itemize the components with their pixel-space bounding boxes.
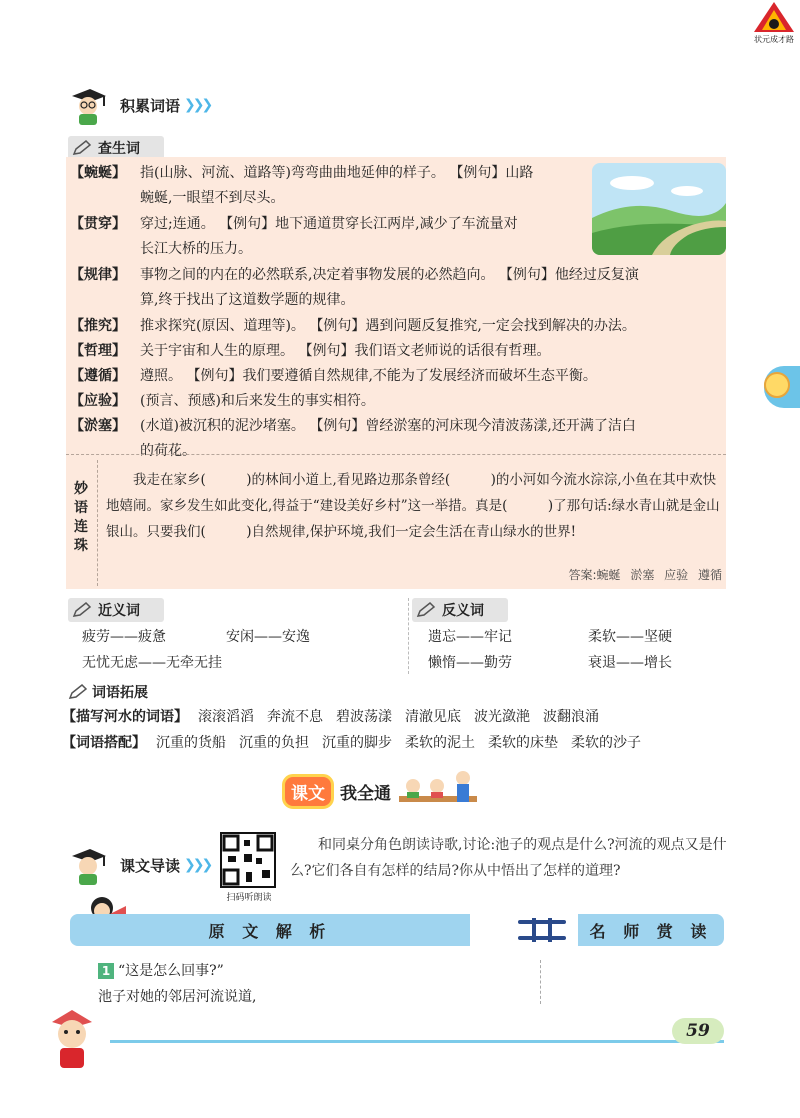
miaoyu-label: 妙语连珠 bbox=[74, 481, 88, 554]
antonym-pair: 遗忘——牢记 bbox=[428, 629, 512, 645]
brand-logo bbox=[748, 0, 800, 46]
expansion-item: 柔软的沙子 bbox=[571, 735, 641, 751]
expansion-tag: 【词语搭配】 bbox=[62, 735, 146, 751]
answer-line: 答案:蜿蜒 淤塞 应验 遵循 bbox=[568, 568, 722, 582]
scholar-mascot-icon bbox=[66, 844, 108, 886]
qr-code[interactable] bbox=[220, 832, 276, 888]
antonym-pair: 衰退——增长 bbox=[588, 655, 672, 671]
vocab-def-line: (水道)被沉积的泥沙堵塞。 【例句】曾经淤塞的河床现今清波荡漾,还开满了洁白 bbox=[140, 418, 636, 434]
analysis-line-text: “这是怎么回事?” bbox=[118, 963, 224, 979]
pencil-icon bbox=[416, 602, 436, 618]
vocab-section-header bbox=[66, 84, 210, 126]
footer-rule bbox=[110, 1040, 724, 1043]
pencil-icon bbox=[68, 684, 88, 700]
vocab-def-line: 关于宇宙和人生的原理。 【例句】我们语文老师说的话很有哲理。 bbox=[140, 343, 551, 359]
antonyms-title: 反义词 bbox=[442, 603, 484, 619]
synonyms-title: 近义词 bbox=[98, 603, 140, 619]
vocab-word: 【哲理】 bbox=[70, 343, 126, 359]
vocab-def-line: 指(山脉、河流、道路等)弯弯曲曲地延伸的样子。 【例句】山路 bbox=[140, 165, 534, 181]
vocab-entry bbox=[70, 314, 726, 339]
vocab-entry bbox=[70, 364, 726, 389]
expansion-title: 词语拓展 bbox=[92, 685, 148, 701]
vertical-divider bbox=[408, 598, 409, 674]
synonym-pair: 疲劳——疲惫 bbox=[82, 629, 166, 645]
expansion-item: 柔软的床垫 bbox=[488, 735, 558, 751]
landscape-illustration bbox=[592, 163, 726, 255]
expansion-item: 清澈见底 bbox=[405, 709, 461, 725]
vocab-word: 【蜿蜒】 bbox=[70, 165, 126, 181]
vocab-def-line: 蜿蜒,一眼望不到尽头。 bbox=[140, 190, 285, 206]
guide-paragraph: 和同桌分角色朗读诗歌,讨论:池子的观点是什么?河流的观点又是什么?它们各自有怎样的结局?你从中悟出了怎样的道理? bbox=[290, 837, 727, 879]
miaoyu-paragraph: 我走在家乡( )的林间小道上,看见路边那条曾经( )的小河如今流水淙淙,小鱼在其中欢快地嬉闹。家乡发生如此变化,得益于“建设美好乡村”这一举措。真是( )了那句话:绿水青山就是金山银山。只要我们( )自然规律,保护环境,我们一定会生活在青山绿水的世界! bbox=[106, 472, 720, 540]
vocab-def-line: 算,终于找出了这道数学题的规律。 bbox=[140, 292, 355, 308]
brand-flame-icon bbox=[748, 0, 800, 34]
column-divider bbox=[540, 960, 541, 1004]
expansion-row bbox=[62, 732, 654, 752]
pencil-icon bbox=[72, 602, 92, 618]
expansion-item: 沉重的负担 bbox=[239, 735, 309, 751]
mascot-footer-illustration bbox=[44, 1006, 100, 1072]
bar-connector-icon bbox=[514, 912, 570, 948]
vocab-entry bbox=[70, 339, 726, 364]
vocab-entry bbox=[70, 389, 726, 414]
vocab-def-line: 长江大桥的压力。 bbox=[140, 241, 252, 257]
banner-keyword: 课文 bbox=[282, 774, 334, 809]
expansion-item: 碧波荡漾 bbox=[336, 709, 392, 725]
original-analysis-bar bbox=[70, 914, 470, 946]
synonyms-subheader bbox=[68, 598, 164, 622]
vocab-def-line: 事物之间的内在的必然联系,决定着事物发展的必然趋向。 【例句】他经过反复演 bbox=[140, 267, 639, 283]
vocab-word: 【贯穿】 bbox=[70, 216, 126, 232]
miaoyu-divider bbox=[97, 460, 98, 586]
vocab-word: 【遵循】 bbox=[70, 368, 126, 384]
vocab-def-line: 的荷花。 bbox=[140, 443, 196, 459]
expansion-item: 沉重的脚步 bbox=[322, 735, 392, 751]
synonym-pair: 无忧无虑——无牵无挂 bbox=[82, 655, 222, 671]
page-number: 59 bbox=[672, 1018, 724, 1044]
expansion-row bbox=[62, 706, 612, 726]
tab-mascot-icon bbox=[764, 372, 790, 398]
vocab-word: 【应验】 bbox=[70, 393, 126, 409]
chevron-right-icon: ❯❯❯ bbox=[184, 97, 211, 113]
guide-section-header bbox=[66, 844, 210, 886]
expansion-item: 沉重的货船 bbox=[156, 735, 226, 751]
guide-section-title: 课文导读 bbox=[120, 856, 181, 875]
pencil-icon bbox=[72, 140, 92, 156]
banner-rest: 我全通 bbox=[340, 783, 391, 804]
students-illustration bbox=[395, 766, 481, 816]
expansion-item: 柔软的泥土 bbox=[405, 735, 475, 751]
qr-caption: 扫码听朗读 bbox=[226, 893, 272, 903]
vocab-def-line: (预言、预感)和后来发生的事实相符。 bbox=[140, 393, 375, 409]
chapter-side-tab[interactable] bbox=[764, 366, 800, 408]
lookup-title: 查生词 bbox=[98, 141, 140, 157]
expansion-item: 奔流不息 bbox=[267, 709, 323, 725]
expansion-tag: 【描写河水的词语】 bbox=[62, 709, 188, 725]
vocab-def-line: 穿过;连通。 【例句】地下通道贯穿长江两岸,减少了车流量对 bbox=[140, 216, 518, 232]
expansion-item: 波翻浪涌 bbox=[543, 709, 599, 725]
expansion-item: 波光潋滟 bbox=[474, 709, 530, 725]
teacher-reading-title: 名 师 赏 读 bbox=[589, 921, 713, 941]
expansion-subheader bbox=[68, 682, 148, 702]
analysis-line bbox=[98, 958, 224, 984]
analysis-line: 池子对她的邻居河流说道, bbox=[98, 989, 257, 1005]
vocab-word: 【淤塞】 bbox=[70, 418, 126, 434]
vocab-def-line: 遵照。 【例句】我们要遵循自然规律,不能为了发展经济而破坏生态平衡。 bbox=[140, 368, 597, 384]
vocab-word: 【规律】 bbox=[70, 267, 126, 283]
vocab-entry bbox=[70, 263, 726, 313]
paragraph-number: 1 bbox=[98, 963, 114, 979]
antonym-pair: 柔软——坚硬 bbox=[588, 629, 672, 645]
scholar-mascot-icon bbox=[66, 84, 108, 126]
synonym-pair: 安闲——安逸 bbox=[226, 629, 310, 645]
dashed-divider bbox=[66, 454, 726, 455]
expansion-item: 滚滚滔滔 bbox=[198, 709, 254, 725]
teacher-reading-bar bbox=[578, 914, 724, 946]
vocab-def-line: 推求探究(原因、道理等)。 【例句】遇到问题反复推究,一定会找到解决的办法。 bbox=[140, 318, 636, 334]
vocab-word: 【推究】 bbox=[70, 318, 126, 334]
vocab-entry bbox=[70, 212, 590, 262]
antonym-pair: 懒惰——勤劳 bbox=[428, 655, 512, 671]
chevron-right-icon: ❯❯❯ bbox=[184, 857, 211, 873]
antonyms-subheader bbox=[412, 598, 508, 622]
lesson-banner bbox=[282, 766, 522, 816]
qr-code-icon bbox=[222, 834, 274, 886]
original-analysis-title: 原 文 解 析 bbox=[208, 921, 332, 941]
vocab-section-title: 积累词语 bbox=[120, 96, 181, 115]
brand-logo-text: 状元成才路 bbox=[754, 35, 794, 44]
vocab-entry bbox=[70, 414, 726, 464]
vocab-entry bbox=[70, 161, 590, 211]
